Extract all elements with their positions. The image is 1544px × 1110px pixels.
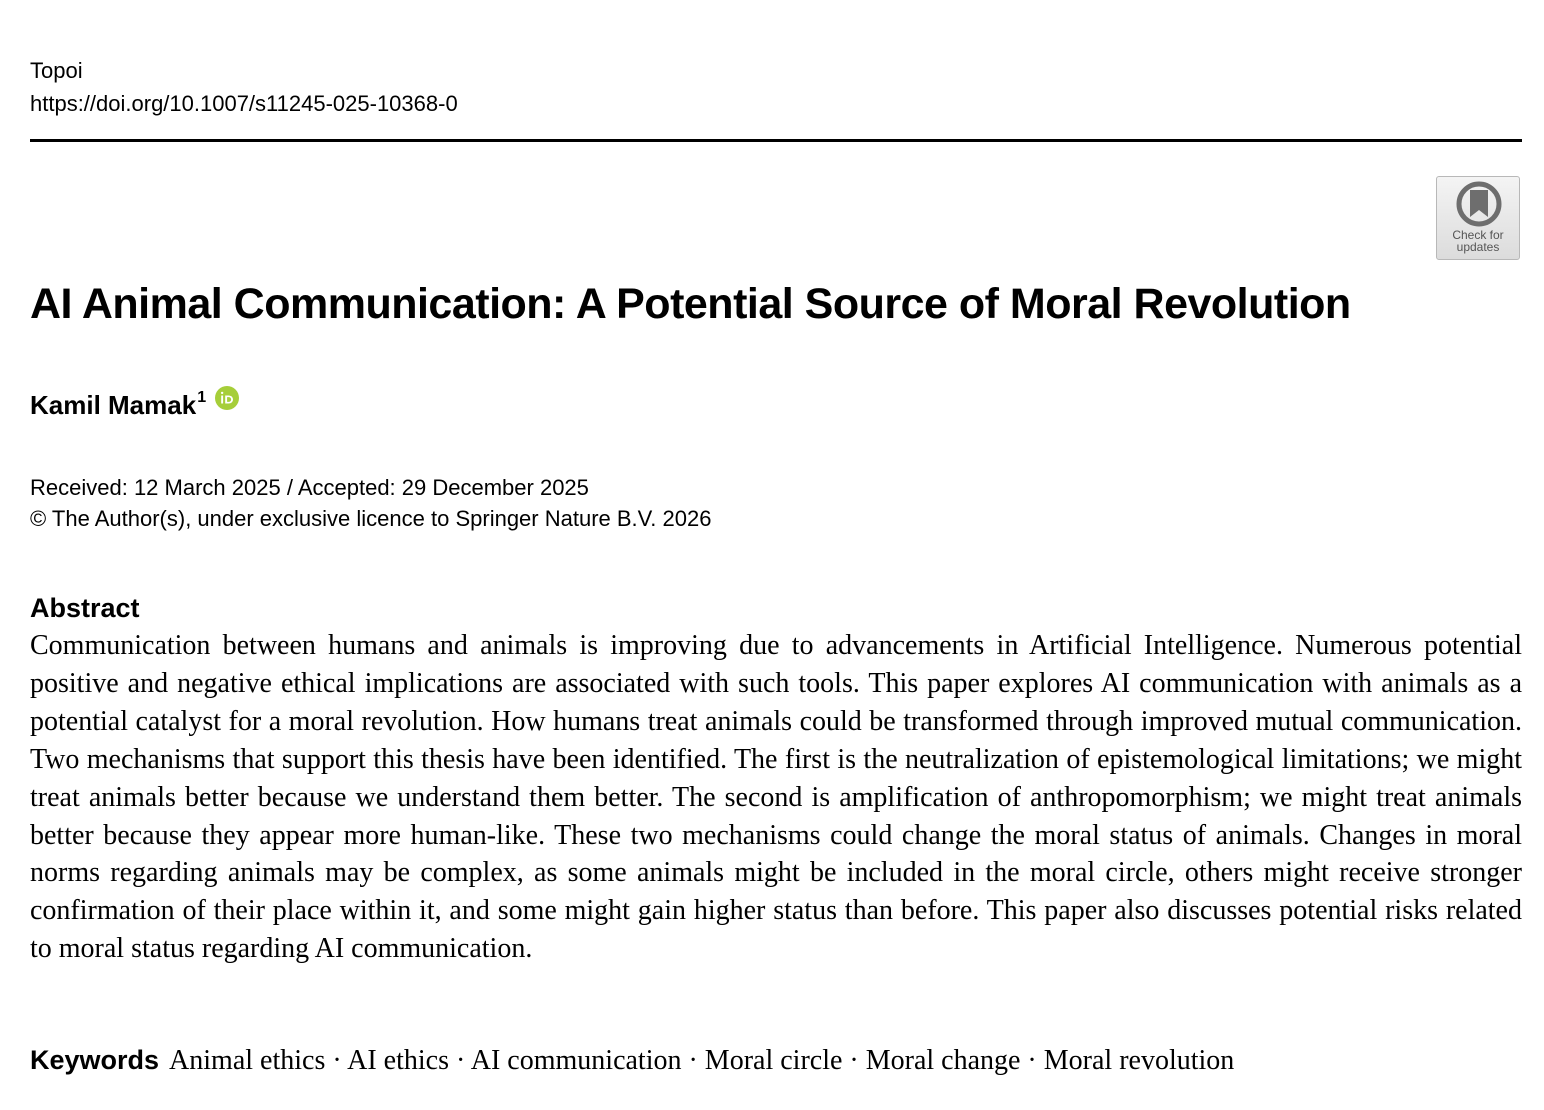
- copyright-notice: © The Author(s), under exclusive licence to Springer Nature B.V. 2026: [30, 506, 712, 531]
- header-divider: [30, 139, 1522, 142]
- abstract-heading: Abstract: [30, 593, 140, 623]
- orcid-icon[interactable]: [215, 384, 239, 418]
- journal-name: Topoi: [30, 58, 83, 83]
- keywords-label: Keywords: [30, 1045, 160, 1075]
- author-line: [30, 381, 239, 422]
- check-for-updates-badge[interactable]: [1436, 176, 1520, 260]
- keywords-list: Animal ethics · AI ethics · AI communication · Moral circle · Moral change · Moral revolution: [169, 1045, 1235, 1076]
- crossmark-icon: [1456, 181, 1502, 227]
- received-accepted-dates: Received: 12 March 2025 / Accepted: 29 December 2025: [30, 475, 589, 500]
- article-title: AI Animal Communication: A Potential Source of Moral Revolution: [30, 280, 1351, 328]
- check-for-updates-label: Check for updates: [1452, 228, 1504, 254]
- abstract-text: Communication between humans and animals is improving due to advancements in Artificial Intelligence. Numerous potential positive and negative ethical implications are associated with such tools. This paper explores AI communication with animals as a potential catalyst for a moral revolution. How humans treat animals could be transformed through improved mutual communication. Two mechanisms that support this thesis have been identified. The first is the neutralization of epistemological limitations; we might treat animals better because we understand them better. The second is amplification of anthropomorphism; we might treat animals better because they appear more human-like. These two mechanisms could change the moral status of animals. Changes in moral norms regarding animals may be complex, as some animals might be included in the moral circle, others might receive stronger confirmation of their place within it, and some might gain higher status than before. This paper also discusses potential risks related to moral status regarding AI communication.: [30, 630, 1522, 965]
- doi-link[interactable]: https://doi.org/10.1007/s11245-025-10368-0: [30, 91, 458, 116]
- keywords-line: [30, 1041, 1234, 1084]
- affiliation-marker: 1: [197, 389, 207, 406]
- author-name[interactable]: Kamil Mamak: [30, 390, 197, 420]
